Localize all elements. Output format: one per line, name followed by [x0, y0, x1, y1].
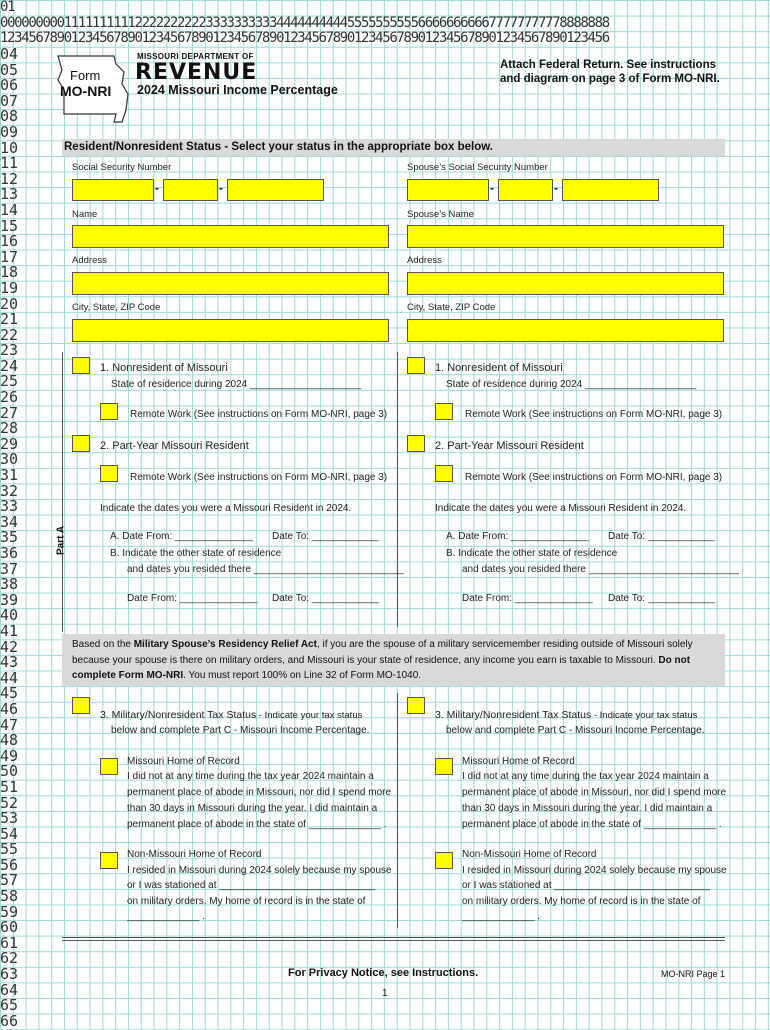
grid-row-number: 52: [0, 793, 19, 812]
spouse-mo-home-record-header: Missouri Home of Record: [462, 756, 575, 767]
column-divider: [397, 352, 398, 627]
non-mo-home-record-line2[interactable]: or I was stationed at ____________________________: [127, 880, 375, 891]
spouse-address-input[interactable]: [407, 272, 724, 295]
dept-small-text: MISSOURI DEPARTMENT OF: [137, 52, 254, 61]
grid-row-number: 65: [0, 996, 19, 1015]
address-label: Address: [72, 255, 107, 266]
spouse-remote-work-2-checkbox[interactable]: [435, 465, 453, 482]
grid-row-number: 20: [0, 294, 19, 313]
military-column-divider: [397, 693, 398, 928]
spouse-name-input[interactable]: [407, 225, 724, 248]
note-text-3: because your spouse is there on military orders, and Missouri is your state of residence, any income you earn is taxable to Missouri.: [72, 655, 659, 666]
grid-column-numbers: [0, 0, 770, 47]
ssn-dash-2: -: [219, 181, 223, 195]
grid-row-number: 06: [0, 76, 19, 95]
status-heading: Resident/Nonresident Status - Select your status in the appropriate box below.: [64, 141, 493, 153]
grid-row-number: 58: [0, 887, 19, 906]
grid-row-numbers: [0, 47, 40, 1029]
grid-row-number: 63: [0, 965, 19, 984]
spouse-military-status-title-rest: - Indicate your tax status: [591, 710, 698, 721]
spouse-date-b-from[interactable]: Date From: ______________: [462, 593, 593, 604]
spouse-non-mo-home-record-header: Non-Missouri Home of Record: [462, 849, 597, 860]
nonresident-label: 1. Nonresident of Missouri: [100, 362, 228, 374]
spouse-military-status-line2: below and complete Part C - Missouri Income Percentage.: [446, 725, 705, 736]
date-b-to[interactable]: Date To: ____________: [272, 593, 379, 604]
spouse-ssn-part1-input[interactable]: [407, 179, 489, 201]
bottom-rule-1: [62, 937, 725, 938]
grid-row-number: 51: [0, 777, 19, 796]
grid-row-number: 64: [0, 980, 19, 999]
spouse-non-mo-home-record-checkbox[interactable]: [435, 852, 453, 869]
address-input[interactable]: [72, 272, 389, 295]
name-input[interactable]: [72, 225, 389, 248]
part-year-checkbox[interactable]: [72, 435, 90, 452]
grid-row-number: 38: [0, 575, 19, 594]
grid-row-number: 57: [0, 871, 19, 890]
non-mo-home-record-header: Non-Missouri Home of Record: [127, 849, 262, 860]
grid-row-number: 27: [0, 403, 19, 422]
grid-row-number: 54: [0, 824, 19, 843]
grid-row-number: 16: [0, 232, 19, 251]
grid-row-number: 22: [0, 325, 19, 344]
note-bold-donot: Do not: [658, 655, 691, 666]
military-note-line3: [72, 670, 421, 681]
spouse-date-a-to[interactable]: Date To: ____________: [608, 531, 715, 542]
non-mo-home-record-line4[interactable]: _____________ .: [127, 911, 205, 922]
city-input[interactable]: [72, 319, 389, 342]
spouse-indicate-dates-label: Indicate the dates you were a Missouri Resident in 2024.: [435, 503, 687, 514]
military-status-title-text: 3. Military/Nonresident Tax Status: [100, 709, 257, 721]
spouse-military-status-checkbox[interactable]: [407, 697, 425, 714]
non-mo-home-record-checkbox[interactable]: [100, 852, 118, 869]
spouse-mo-home-record-line2: permanent place of abode in Missouri, nor did I spend more: [462, 787, 727, 798]
spouse-mo-home-record-line4[interactable]: permanent place of abode in the state of _____________ .: [462, 819, 722, 830]
grid-row-number: 23: [0, 341, 19, 360]
spouse-nonresident-label: 1. Nonresident of Missouri: [435, 362, 563, 374]
grid-row-number: 31: [0, 466, 19, 485]
remote-work-1-checkbox[interactable]: [100, 403, 118, 420]
spouse-other-state-label: B. Indicate the other state of residence: [446, 548, 618, 559]
note-text-1: Based on the: [72, 639, 134, 650]
bottom-rule-2: [62, 940, 725, 941]
military-status-title-rest: - Indicate your tax status: [256, 710, 363, 721]
state-of-residence-line: State of residence during 2024 ____________________: [111, 379, 362, 390]
ssn-label: Social Security Number: [72, 162, 172, 173]
ssn-part2-input[interactable]: [163, 179, 218, 201]
spouse-mo-home-record-line1: I did not at any time during the tax year 2024 maintain a: [462, 771, 709, 782]
spouse-non-mo-home-record-line3: on military orders. My home of record is in the state of: [462, 896, 701, 907]
grid-row-number: 34: [0, 512, 19, 531]
grid-row-number: 29: [0, 434, 19, 453]
grid-row-number: 10: [0, 138, 19, 157]
grid-row-number: 66: [0, 1011, 19, 1030]
page-number: 1: [382, 988, 388, 999]
grid-row-number: 53: [0, 809, 19, 828]
spouse-part-year-label: 2. Part-Year Missouri Resident: [435, 440, 584, 452]
attach-instruction-2: and diagram on page 3 of Form MO-NRI.: [500, 73, 720, 85]
mo-home-record-line4[interactable]: permanent place of abode in the state of _____________ .: [127, 819, 387, 830]
part-year-label: 2. Part-Year Missouri Resident: [100, 440, 249, 452]
grid-row-number: 19: [0, 278, 19, 297]
spouse-remote-work-1-label: Remote Work (See instructions on Form MO-NRI, page 3): [465, 409, 723, 420]
note-bold-act: Military Spouse’s Residency Relief Act: [133, 639, 317, 650]
grid-row-number: 18: [0, 263, 19, 282]
other-state-dates[interactable]: and dates you resided there ___________________________: [127, 564, 404, 575]
mo-home-record-line1: I did not at any time during the tax year 2024 maintain a: [127, 771, 374, 782]
grid-row-number: 47: [0, 715, 19, 734]
grid-row-number: 24: [0, 356, 19, 375]
grid-row-number: 28: [0, 419, 19, 438]
name-label: Name: [72, 209, 98, 220]
grid-row-number: 13: [0, 185, 19, 204]
grid-row-number: 07: [0, 91, 19, 110]
military-status-line2: below and complete Part C - Missouri Income Percentage.: [111, 725, 370, 736]
grid-row-number: 32: [0, 481, 19, 500]
spouse-military-status-title-text: 3. Military/Nonresident Tax Status: [435, 709, 592, 721]
ssn-part1-input[interactable]: [72, 179, 154, 201]
grid-row-number: 08: [0, 107, 19, 126]
privacy-notice: For Privacy Notice, see Instructions.: [288, 967, 479, 979]
non-mo-home-record-line3: on military orders. My home of record is in the state of: [127, 896, 366, 907]
nonresident-checkbox[interactable]: [72, 357, 90, 374]
spouse-non-mo-home-record-line1: I resided in Missouri during 2024 solely because my spouse: [462, 865, 727, 876]
grid-row-number: 30: [0, 450, 19, 469]
form-label: Form: [70, 68, 101, 83]
other-state-label: B. Indicate the other state of residence: [110, 548, 282, 559]
grid-row-1: 01: [0, 0, 15, 15]
grid-row-number: 04: [0, 45, 19, 63]
grid-row-number: 14: [0, 200, 19, 219]
grid-row-number: 39: [0, 590, 19, 609]
grid-row-3: 12345678901234567890123456789012345678901234567890123456789012345678901234567890123456: [0, 30, 609, 47]
grid-row-number: 17: [0, 247, 19, 266]
grid-row-number: 26: [0, 388, 19, 407]
date-b-from[interactable]: Date From: ______________: [127, 593, 258, 604]
spouse-date-a-from[interactable]: A. Date From: ______________: [446, 531, 589, 542]
spouse-military-status-title: [435, 709, 697, 721]
spouse-ssn-dash-2: -: [554, 181, 558, 195]
grid-row-number: 12: [0, 169, 19, 188]
spouse-non-mo-home-record-line2[interactable]: or I was stationed at ____________________________: [462, 880, 710, 891]
grid-row-number: 36: [0, 544, 19, 562]
mo-home-record-line3: than 30 days in Missouri during the year. I did maintain a: [127, 803, 378, 814]
note-text-4: . You must report 100% on Line 32 of Form MO-1040.: [183, 670, 422, 681]
spouse-ssn-part2-input[interactable]: [498, 179, 553, 201]
spouse-city-label: City, State, ZIP Code: [407, 302, 496, 313]
remote-work-1-label: Remote Work (See instructions on Form MO-NRI, page 3): [130, 409, 388, 420]
grid-row-number: 56: [0, 855, 19, 874]
note-bold-complete: complete Form MO-NRI: [72, 670, 184, 681]
grid-row-number: 41: [0, 621, 19, 640]
note-text-2: , if you are the spouse of a military servicemember residing outside of Missouri solely: [316, 639, 693, 650]
grid-row-number: 45: [0, 684, 19, 703]
date-a-to[interactable]: Date To: ____________: [272, 531, 379, 542]
military-status-checkbox[interactable]: [72, 697, 90, 714]
grid-row-number: 05: [0, 60, 19, 79]
grid-row-number: 40: [0, 606, 19, 625]
spouse-ssn-label: Spouse’s Social Security Number: [407, 162, 548, 173]
grid-row-number: 25: [0, 372, 19, 391]
mo-home-record-line2: permanent place of abode in Missouri, nor did I spend more: [127, 787, 392, 798]
non-mo-home-record-line1: I resided in Missouri during 2024 solely because my spouse: [127, 865, 392, 876]
grid-row-number: 44: [0, 668, 19, 687]
grid-row-number: 09: [0, 122, 19, 141]
grid-row-number: 42: [0, 637, 19, 656]
part-a-label: Part A: [55, 525, 67, 556]
spouse-name-label: Spouse’s Name: [407, 209, 474, 220]
remote-work-2-label: Remote Work (See instructions on Form MO-NRI, page 3): [130, 472, 388, 483]
military-status-title: [100, 709, 362, 721]
grid-row-number: 37: [0, 559, 19, 578]
grid-row-number: 46: [0, 699, 19, 718]
city-label: City, State, ZIP Code: [72, 302, 161, 313]
spouse-mo-home-record-checkbox[interactable]: [435, 758, 453, 775]
indicate-dates-label: Indicate the dates you were a Missouri Resident in 2024.: [100, 503, 352, 514]
mo-home-record-header: Missouri Home of Record: [127, 756, 240, 767]
part-a-left-rule: [62, 352, 63, 632]
remote-work-2-checkbox[interactable]: [100, 465, 118, 482]
spouse-ssn-part3-input[interactable]: [562, 179, 659, 201]
spouse-ssn-dash-1: -: [490, 181, 494, 195]
grid-row-number: 15: [0, 216, 19, 235]
grid-row-2: 00000000011111111112222222222333333333344444444445555555555666666666677777777778888888: [0, 14, 609, 31]
grid-row-number: 60: [0, 918, 19, 937]
revenue-logo: REVENUE: [135, 60, 258, 85]
spouse-part-year-checkbox[interactable]: [407, 435, 425, 452]
date-a-from[interactable]: A. Date From: ______________: [110, 531, 253, 542]
form-id: MO-NRI: [60, 83, 112, 99]
form-title: 2024 Missouri Income Percentage: [137, 83, 338, 97]
mo-home-record-checkbox[interactable]: [100, 758, 118, 775]
grid-row-number: 61: [0, 933, 19, 952]
spouse-date-b-to[interactable]: Date To: ____________: [608, 593, 715, 604]
military-note-line1: [72, 639, 693, 650]
ssn-part3-input[interactable]: [227, 179, 324, 201]
grid-row-number: 48: [0, 731, 19, 750]
grid-row-number: 33: [0, 497, 19, 516]
page-label: MO-NRI Page 1: [661, 969, 726, 979]
grid-row-number: 50: [0, 762, 19, 781]
spouse-mo-home-record-line3: than 30 days in Missouri during the year. I did maintain a: [462, 803, 713, 814]
ssn-dash-1: -: [155, 181, 159, 195]
spouse-address-label: Address: [407, 255, 442, 266]
grid-row-number: 43: [0, 653, 19, 672]
grid-row-number: 62: [0, 949, 19, 968]
spouse-city-input[interactable]: [407, 319, 724, 342]
grid-row-number: 21: [0, 310, 19, 329]
grid-row-number: 11: [0, 154, 19, 173]
spouse-nonresident-checkbox[interactable]: [407, 357, 425, 374]
spouse-other-state-dates[interactable]: and dates you resided there ___________________________: [462, 564, 739, 575]
spouse-non-mo-home-record-line4[interactable]: _____________ .: [462, 911, 540, 922]
spouse-state-of-residence-line: State of residence during 2024 ____________________: [446, 379, 697, 390]
grid-row-number: 35: [0, 528, 19, 547]
attach-instruction-1: Attach Federal Return. See instructions: [500, 59, 716, 71]
grid-row-number: 49: [0, 746, 19, 765]
spouse-remote-work-2-label: Remote Work (See instructions on Form MO-NRI, page 3): [465, 472, 723, 483]
spouse-remote-work-1-checkbox[interactable]: [435, 403, 453, 420]
grid-row-number: 55: [0, 840, 19, 859]
grid-row-number: 59: [0, 902, 19, 921]
military-note-line2: [72, 655, 690, 666]
